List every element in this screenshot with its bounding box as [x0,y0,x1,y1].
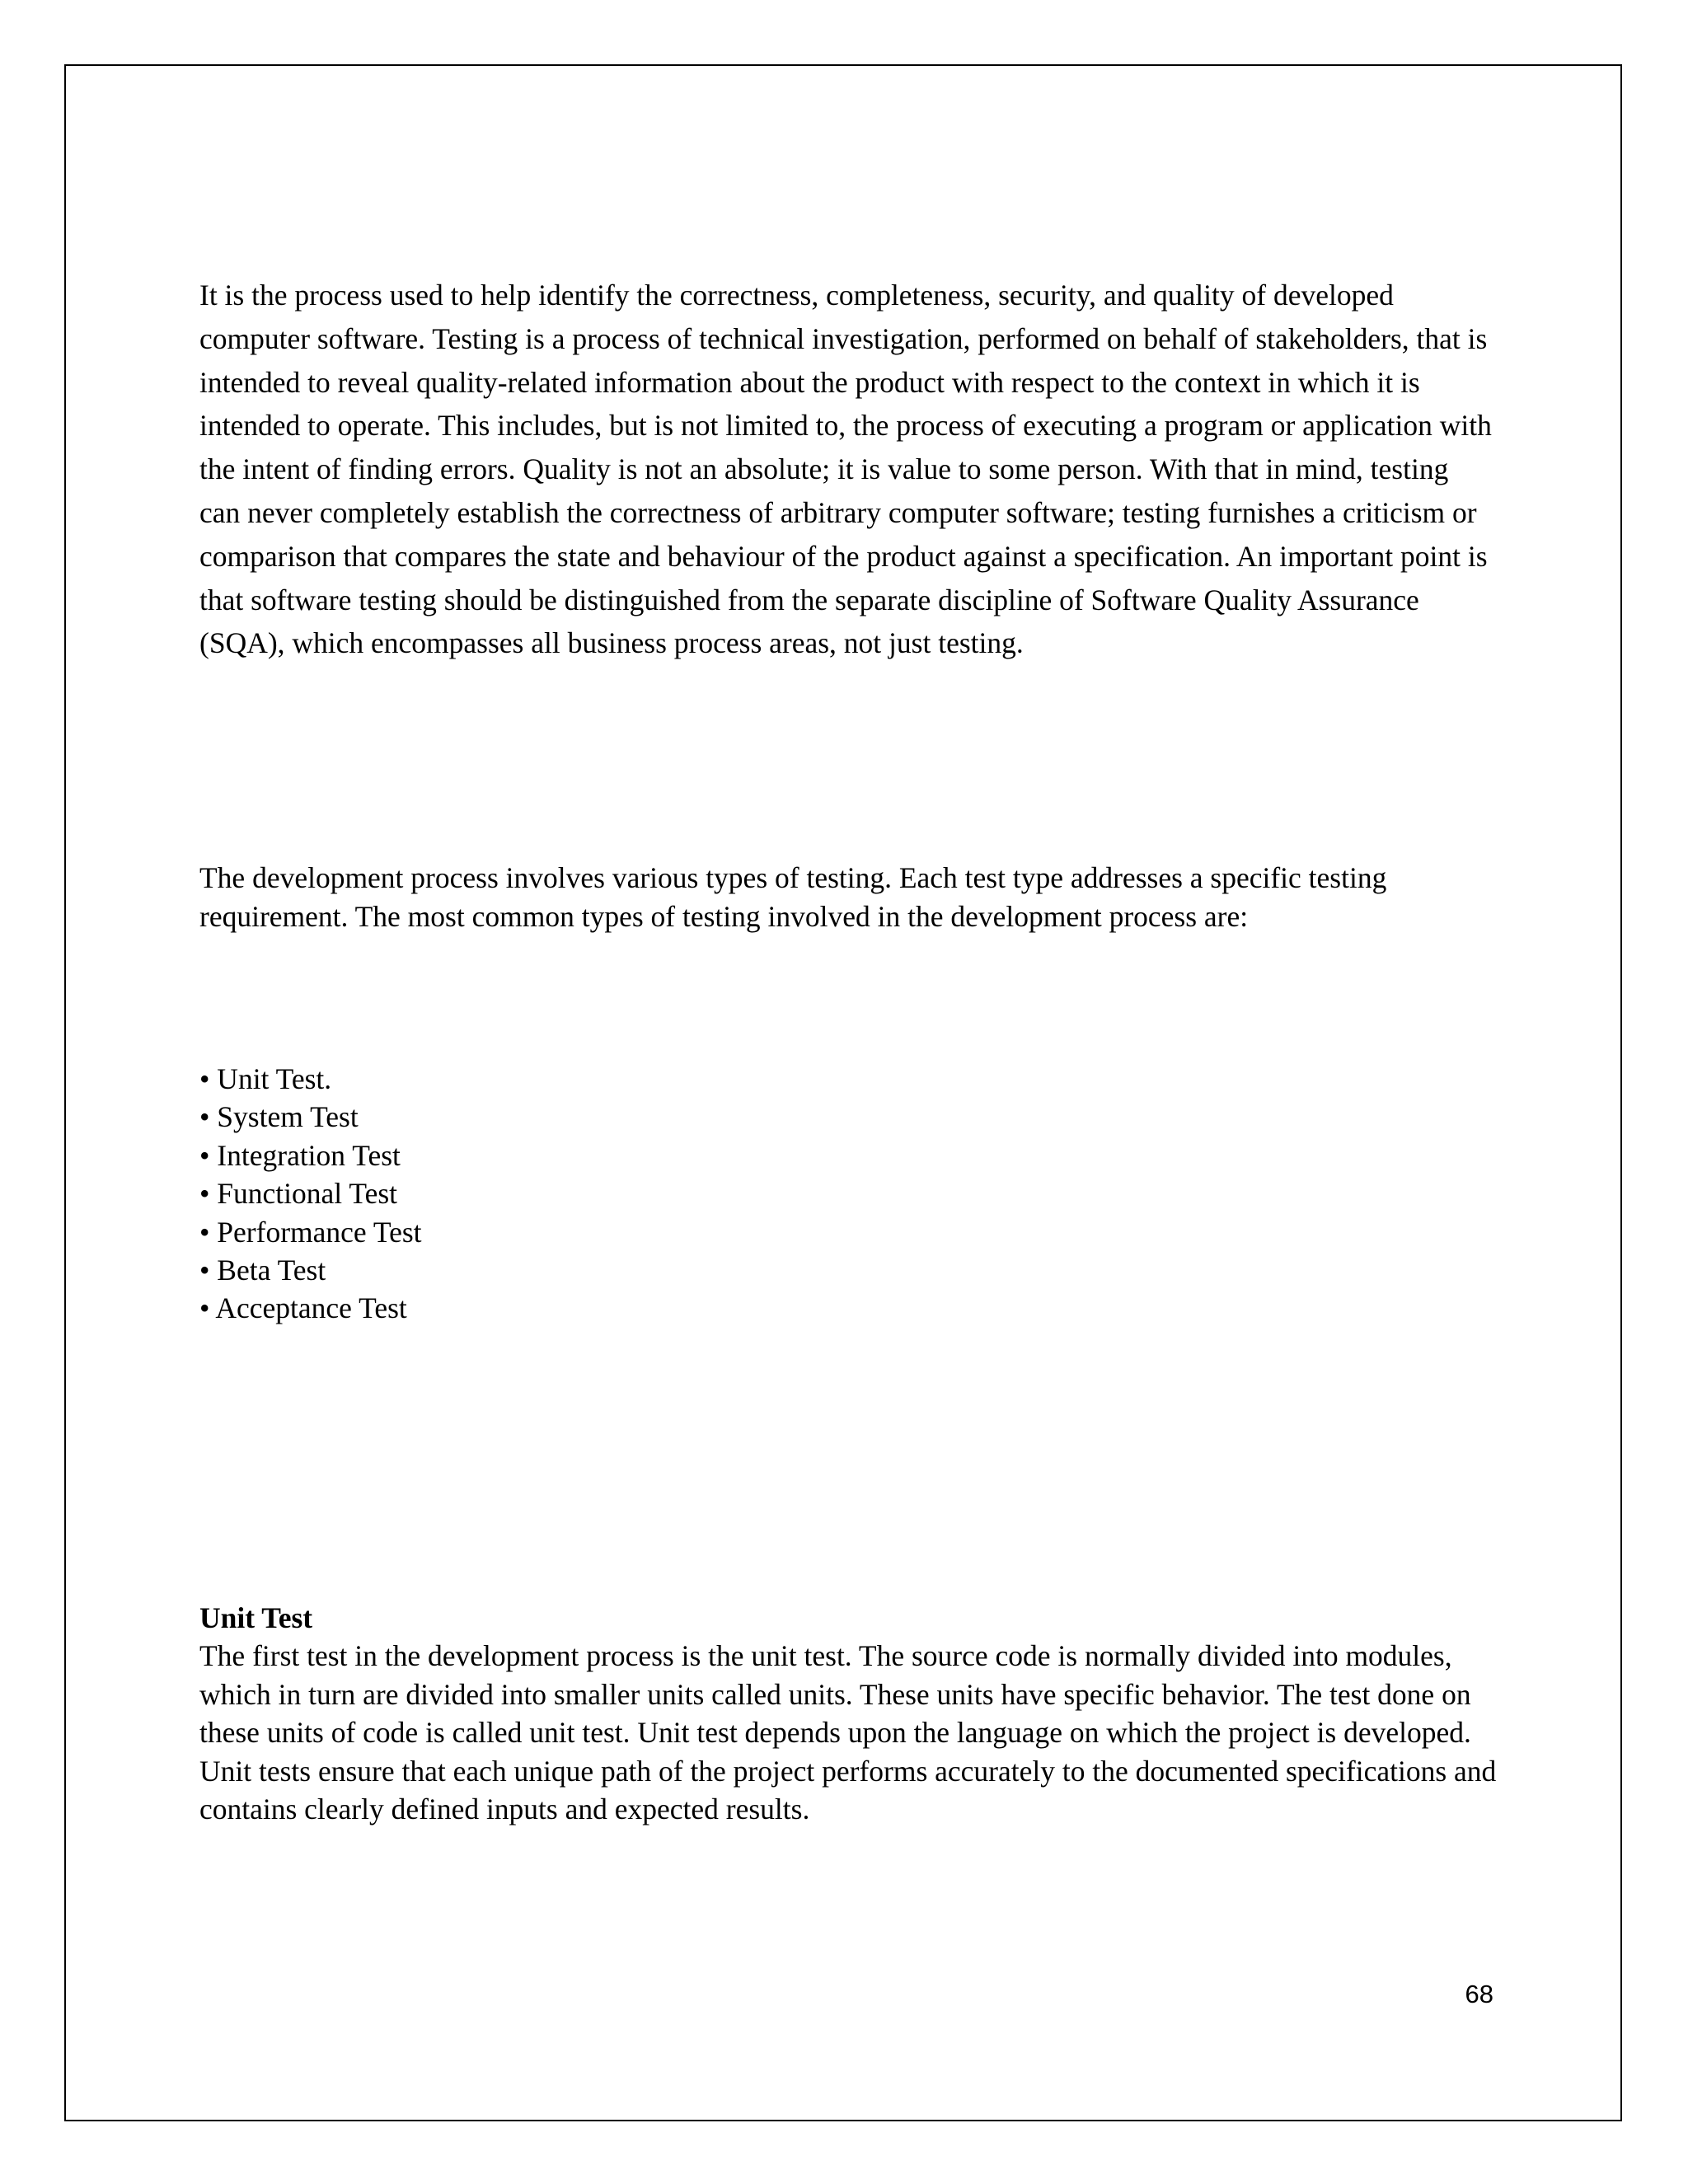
testing-types-paragraph: The development process involves various types of testing. Each test type addresses a specific testing requirement. The most common types of testing involved in the development process are: [199,861,1387,933]
page-number: 68 [1465,1980,1493,2008]
unit-test-heading: Unit Test [199,1601,313,1634]
unit-test-paragraph: The first test in the development process is the unit test. The source code is normally divided into modules, which in turn are divided into smaller units called units. These units have specific behavior. The test done on these units of code is called unit test. Unit test depends upon the language on which the project is developed. Unit tests ensure that each unique path of the project performs accurately to the documented specifications and contains clearly defined inputs and expected results. [199,1639,1497,1825]
list-item: • Unit Test. [199,1062,332,1095]
list-item: • Performance Test [199,1215,422,1249]
list-item: • Integration Test [199,1138,401,1172]
list-item: • Beta Test [199,1254,326,1287]
main-content [199,274,1493,665]
list-item: • Functional Test [199,1177,398,1211]
list-item: • Acceptance Test [199,1291,407,1325]
intro-paragraph: It is the process used to help identify the correctness, completeness, security, and quality of developed computer software. Testing is a process of technical investigation, performed on behalf of stakeholders, that is intended to reveal quality-related information about the product with respect to the context in which it is intended to operate. This includes, but is not limited to, the process of executing a program or application with the intent of finding errors. Quality is not an absolute; it is value to some person. With that in mind, testing can never completely establish the correctness of arbitrary computer software; testing furnishes a criticism or comparison that compares the state and behaviour of the product against a specification. An important point is that software testing should be distinguished from the separate discipline of Software Quality Assurance (SQA), which encompasses all business process areas, not just testing. [199,279,1492,660]
test-types-list [199,1060,422,1328]
list-item: • System Test [199,1100,359,1134]
